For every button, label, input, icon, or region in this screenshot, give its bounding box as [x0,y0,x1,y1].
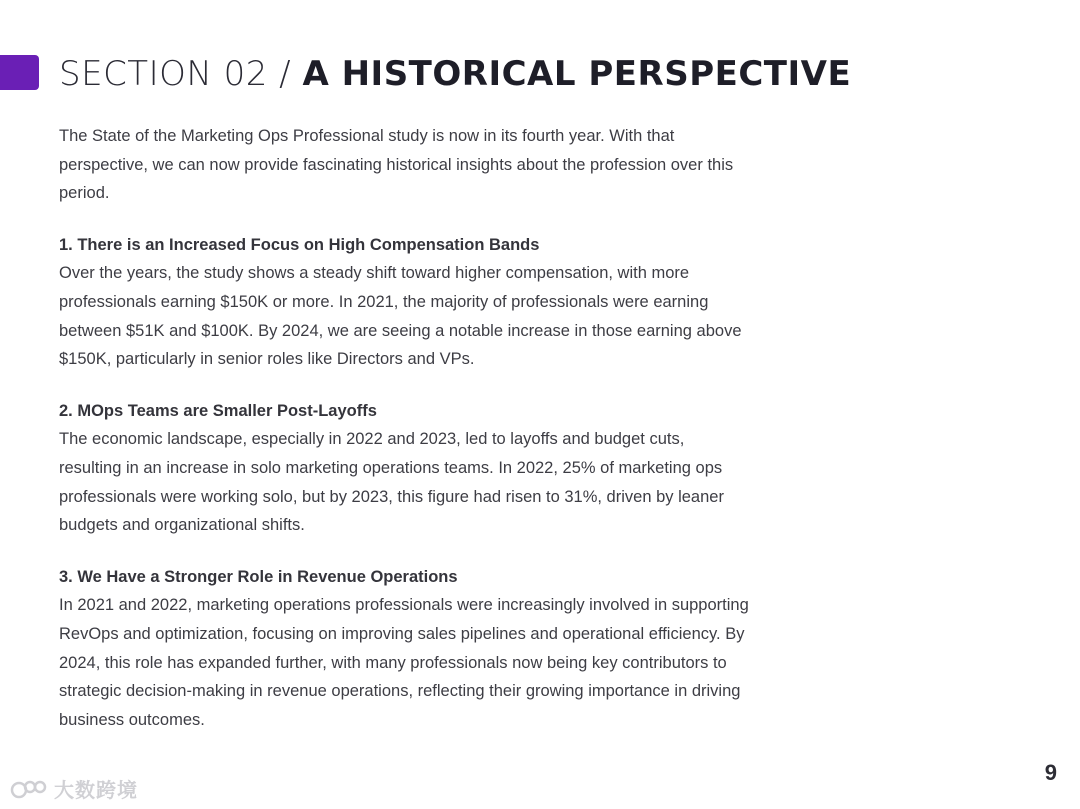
point-body: In 2021 and 2022, marketing operations professionals were increasingly involved in supporting RevOps and optimization, focusing on improving sales pipelines and operational efficiency. By 2024, this role has expanded further, with many professionals now being key contributors to strategic decision-making in revenue operations, reflecting their growing importance in driving business outcomes. [59,596,749,729]
point-heading: 3. We Have a Stronger Role in Revenue Operations [59,567,458,586]
point-2 [59,397,749,540]
section-label: SECTION 02 / [59,54,303,94]
watermark-text: 大数跨境 [54,778,138,802]
point-body: The economic landscape, especially in 2022 and 2023, led to layoffs and budget cuts, resulting in an increase in solo marketing operations teams. In 2022, 25% of marketing ops professionals were working solo, but by 2023, this figure had risen to 31%, driven by leaner budgets and organizational shifts. [59,430,724,535]
section-title: A HISTORICAL PERSPECTIVE [302,54,852,94]
watermark [10,774,138,803]
point-heading: 1. There is an Increased Focus on High Compensation Bands [59,235,540,254]
page-title [59,52,851,96]
section-accent-bar [0,55,39,90]
main-content [59,122,749,757]
point-heading: 2. MOps Teams are Smaller Post-Layoffs [59,401,377,420]
watermark-logo-icon [10,778,48,800]
point-1 [59,231,749,374]
point-3 [59,563,749,735]
point-body: Over the years, the study shows a steady shift toward higher compensation, with more professionals earning $150K or more. In 2021, the majority of professionals were earning between $51K and $100K. By 2024, we are seeing a notable increase in those earning above $150K, particularly in senior roles like Directors and VPs. [59,264,742,369]
page-number: 9 [1044,760,1057,785]
intro-paragraph: The State of the Marketing Ops Professional study is now in its fourth year. With that perspective, we can now provide fascinating historical insights about the profession over this period. [59,127,734,203]
